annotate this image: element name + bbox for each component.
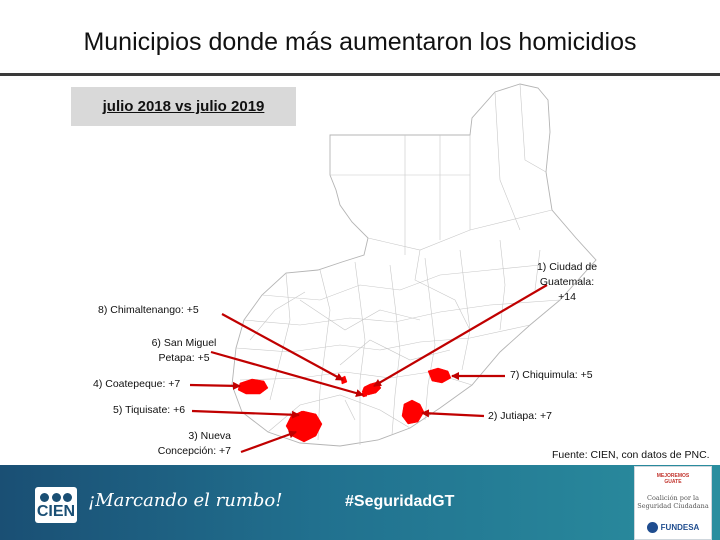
arrow-coatepeque — [190, 385, 240, 386]
partner-logos — [634, 466, 712, 540]
label-nueva-concepcion: 3) Nueva Concepción: +7 — [157, 430, 231, 457]
arrow-nueva-concepcion — [241, 432, 296, 452]
mejoremos-guate-logo: MEJOREMOS GUATE — [656, 473, 690, 485]
label-chimaltenango: 8) Chimaltenango: +5 — [98, 304, 199, 316]
label-jutiapa: 2) Jutiapa: +7 — [488, 410, 552, 422]
subtitle: julio 2018 vs julio 2019 — [102, 98, 265, 115]
cien-logo-text: CIEN — [36, 503, 76, 520]
source-note: Fuente: CIEN, con datos de PNC. — [552, 449, 710, 461]
label-ciudad-de-guatemala: 1) Ciudad de Guatemala: +14 — [536, 261, 598, 303]
footer-hashtag: #SeguridadGT — [345, 493, 455, 510]
label-coatepeque: 4) Coatepeque: +7 — [93, 378, 181, 390]
footer-tagline: ¡Marcando el rumbo! — [88, 490, 283, 511]
slide-title: Municipios donde más aumentaron los homicidios — [83, 28, 637, 56]
coalicion-logo-text: Coalición por la Seguridad Ciudadana — [637, 494, 709, 510]
fundesa-logo: FUNDESA — [637, 518, 709, 536]
cien-logo — [35, 487, 77, 523]
label-chiquimula: 7) Chiquimula: +5 — [510, 369, 593, 381]
label-san-miguel-petapa: 6) San Miguel Petapa: +5 — [151, 337, 217, 364]
label-tiquisate: 5) Tiquisate: +6 — [113, 404, 186, 416]
fundesa-mark-icon — [647, 522, 658, 533]
arrow-jutiapa — [422, 413, 484, 416]
